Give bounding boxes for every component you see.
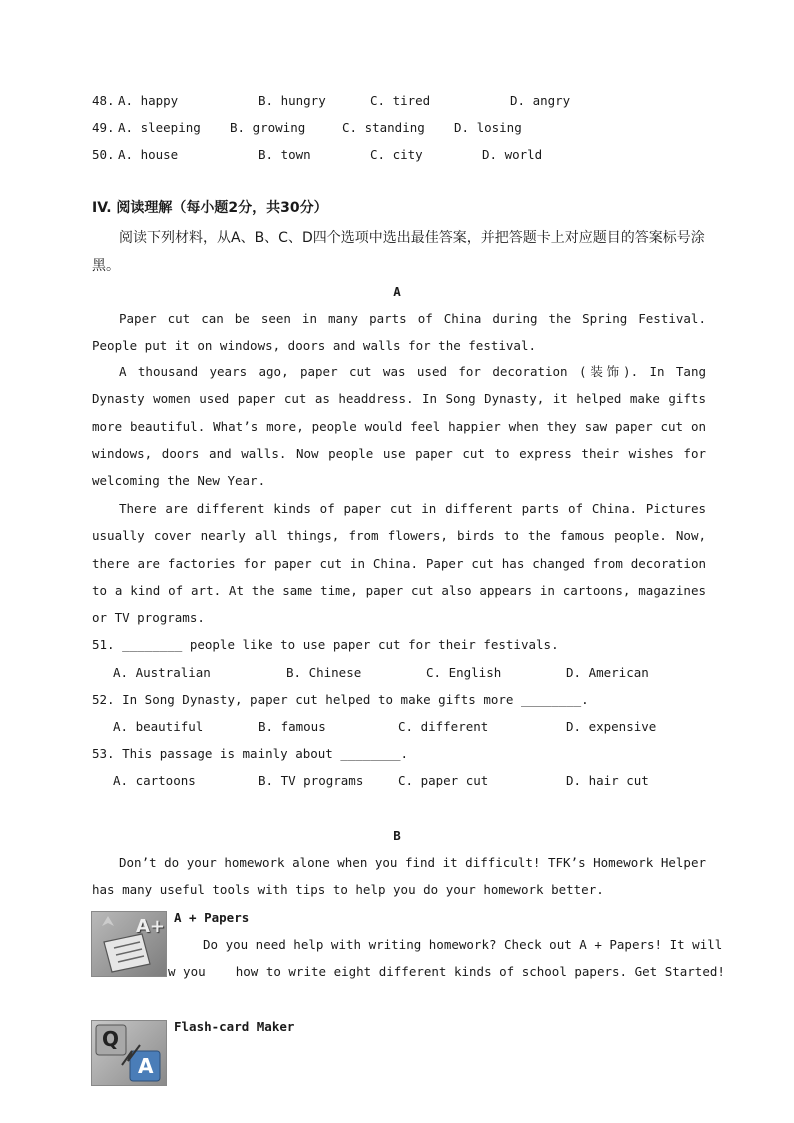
question-number: 48. (92, 93, 115, 108)
option-a: A. happy (118, 93, 179, 108)
tool-description-line-2: w you how to write eight different kinds of school papers. Get Started! (168, 964, 725, 979)
question-number: 49. (92, 120, 115, 135)
option-c: C. tired (370, 93, 431, 108)
question-stem: 51. ________ people like to use paper cut for their festivals. (92, 637, 559, 652)
option-c: C. different (398, 719, 489, 734)
option-a: A. Australian (113, 665, 211, 680)
section-instruction: 阅读下列材料，从A、B、C、D四个选项中选出最佳答案，并把答题卡上对应题目的答案标号涂黑。 (92, 230, 705, 274)
question-number: 50. (92, 147, 115, 162)
tool-title-flash-card-maker: Flash-card Maker (174, 1019, 295, 1034)
q-icon-text: Q (102, 1027, 120, 1051)
tool-description-line-1: Do you need help with writing homework? Check out A + Papers! It will (203, 937, 723, 952)
a-plus-icon-text: A+ (136, 916, 166, 937)
option-b: B. famous (258, 719, 326, 734)
option-c: C. paper cut (398, 773, 489, 788)
question-stem: 53. This passage is mainly about ________. (92, 746, 409, 761)
option-d: D. expensive (566, 719, 657, 734)
a-icon-text: A (138, 1054, 154, 1078)
passage-a-paragraph-2: A thousand years ago, paper cut was used for decoration (装饰). In Tang Dynasty women used paper cut as headdress. In Song Dynasty, it helped make gifts more beautiful. What’s more, people would feel happier when they saw paper cut on windows, doors and walls. Now people use paper cut to express their wishes for welcoming the New Year. (92, 364, 706, 489)
question-stem: 52. In Song Dynasty, paper cut helped to make gifts more ________. (92, 692, 589, 707)
a-plus-papers-icon (91, 911, 167, 977)
option-d: D. losing (454, 120, 522, 135)
option-d: D. American (566, 665, 649, 680)
option-b: B. town (258, 147, 311, 162)
flash-card-maker-icon (91, 1020, 167, 1086)
option-a: A. house (118, 147, 179, 162)
passage-a-paragraph-1: Paper cut can be seen in many parts of China during the Spring Festival. People put it on windows, doors and walls for the festival. (92, 311, 706, 354)
tool-title-a-plus-papers: A + Papers (174, 910, 250, 925)
option-a: A. beautiful (113, 719, 204, 734)
passage-a-paragraph-3: There are different kinds of paper cut in different parts of China. Pictures usually cover nearly all things, from flowers, birds to the famous people. Now, there are factories for paper cut in China. Paper cut has changed from decoration to a kind of art. At the same time, paper cut also appears in cartoons, magazines or TV programs. (92, 501, 706, 626)
option-c: C. standing (342, 120, 425, 135)
option-b: B. hungry (258, 93, 326, 108)
section-heading: IV. 阅读理解（每小题2分，共30分） (92, 200, 328, 216)
option-c: C. English (426, 665, 502, 680)
passage-b-intro: Don’t do your homework alone when you find it difficult! TFK’s Homework Helper has many useful tools with tips to help you do your homework better. (92, 855, 706, 898)
option-a: A. sleeping (118, 120, 201, 135)
option-b: B. Chinese (286, 665, 362, 680)
option-d: D. world (482, 147, 543, 162)
option-d: D. angry (510, 93, 571, 108)
option-b: B. growing (230, 120, 306, 135)
passage-a-label: A (393, 284, 401, 299)
option-a: A. cartoons (113, 773, 196, 788)
option-c: C. city (370, 147, 423, 162)
option-d: D. hair cut (566, 773, 649, 788)
option-b: B. TV programs (258, 773, 364, 788)
passage-b-label: B (393, 828, 401, 843)
